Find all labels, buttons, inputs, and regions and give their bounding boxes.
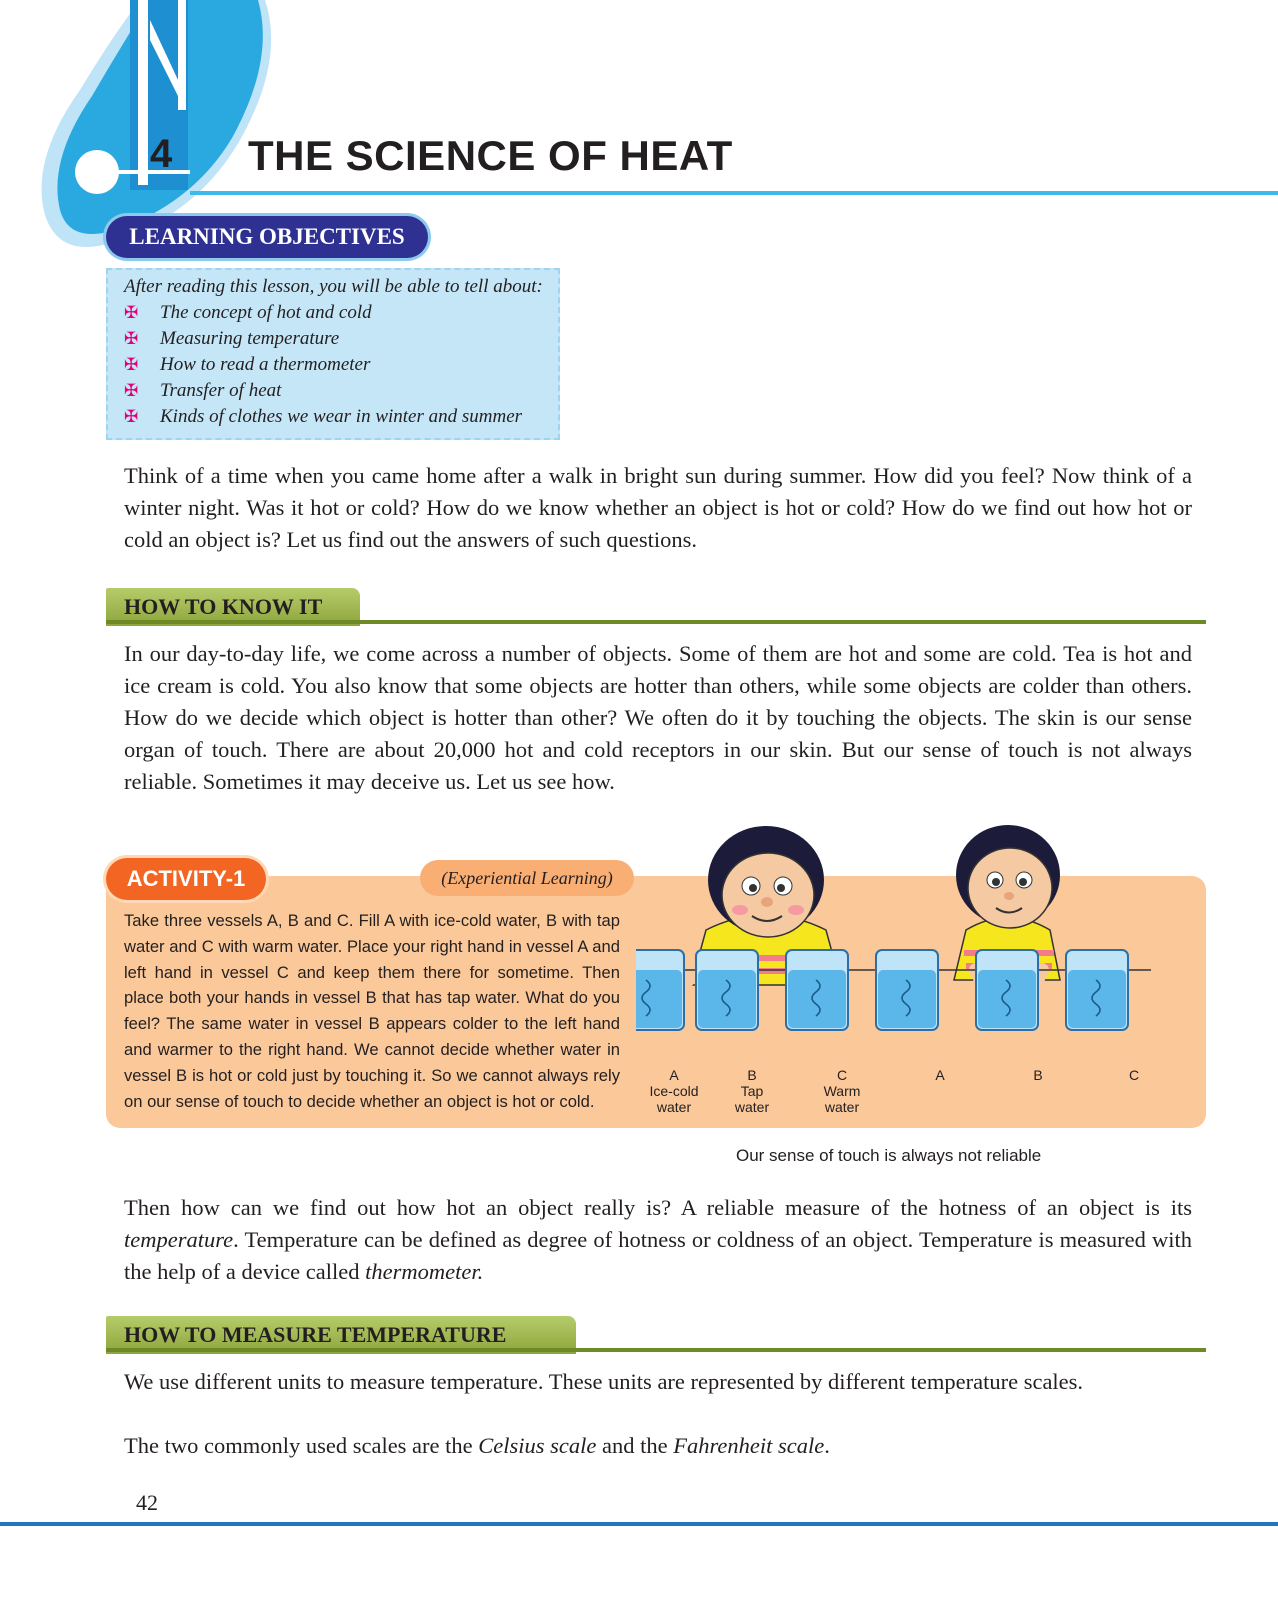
label-b-right: B [1033,1067,1043,1083]
label-b-desc2: water [734,1099,770,1115]
label-a-right: A [935,1067,945,1083]
figure-caption: Our sense of touch is always not reliable [736,1146,1042,1165]
objective-item [124,378,558,404]
cross-bullet-icon: ✠ [124,407,139,426]
scales-text-part3: . [824,1433,830,1458]
section2-paragraph2 [124,1430,1192,1462]
activity-tag: (Experiential Learning) [420,860,634,896]
page-number: 42 [136,1490,158,1515]
objective-text: The concept of hot and cold [160,302,372,323]
cross-bullet-icon: ✠ [124,381,139,400]
objective-item [124,300,558,326]
vessel-b-right [976,950,1038,1030]
objective-item [124,404,558,430]
objectives-intro: After reading this lesson, you will be able to tell about: [124,276,543,297]
term-temperature: temperature [124,1227,234,1252]
footer-divider [0,1522,1278,1526]
activity-text: Take three vessels A, B and C. Fill A with ice-cold water, B with tap water and C with warm water. Place your right hand in vessel A and left hand in vessel C and keep them there for sometime. Then place both your hands in vessel B that has tap water. What do you feel? The same water in vessel B appears colder to the left hand and warmer to the right hand. We cannot decide whether water in vessel B is hot or cold just by touching it. So we cannot always rely on our sense of touch to decide whether an object is hot or cold. [124,911,620,1111]
section-divider [106,620,1206,624]
label-c-desc1: Warm [823,1083,861,1099]
section2-paragraph1: We use different units to measure temperature. These units are represented by different temperature scales. [124,1369,1084,1394]
cross-bullet-icon: ✠ [124,303,139,322]
title-divider [190,191,1278,195]
objective-item [124,326,558,352]
term-thermometer: thermometer. [365,1259,484,1284]
vessel-b-left [696,950,758,1030]
label-c-desc2: water [824,1099,860,1115]
cross-bullet-icon: ✠ [124,329,139,348]
objectives-list [124,300,558,430]
vessel-c-left [786,950,848,1030]
label-b-letter: B [747,1067,757,1083]
temperature-paragraph [124,1192,1192,1288]
vessels-illustration [636,820,1196,1130]
label-c-letter: C [836,1067,848,1083]
temperature-text-part2: . Temperature can be defined as degree of hotness or coldness of an object. Temperature is measured with the help of a device called [124,1227,1192,1284]
vessel-a-right [876,950,938,1030]
term-celsius-scale: Celsius scale [478,1433,597,1458]
chapter-number: 4 [150,132,173,176]
scales-text-part2: and the [596,1433,674,1458]
label-a-letter: A [669,1067,679,1083]
temperature-text-part1: Then how can we find out how hot an object really is? A reliable measure of the hotness of an object is its [124,1195,1192,1220]
cross-bullet-icon: ✠ [124,355,139,374]
learning-objectives-box [106,268,560,440]
label-c-right: C [1128,1067,1140,1083]
label-a-desc1: Ice-cold [649,1083,699,1099]
section-heading-how-to-know-it: HOW TO KNOW IT [106,588,360,626]
learning-objectives-heading: LEARNING OBJECTIVES [106,216,428,258]
objective-text: Kinds of clothes we wear in winter and summer [160,406,523,427]
vessel-a-left [636,950,684,1030]
section-divider [106,1348,1206,1352]
chapter-title: THE SCIENCE OF HEAT [248,132,733,179]
scales-text-part1: The two commonly used scales are the [124,1433,479,1458]
activity-label: ACTIVITY-1 [106,858,266,900]
section-heading-how-to-measure-temperature: HOW TO MEASURE TEMPERATURE [106,1316,576,1354]
section1-paragraph: In our day-to-day life, we come across a number of objects. Some of them are hot and some are cold. Tea is hot and ice cream is cold. You also know that some objects are hotter than others, while some objects are colder than others. How do we decide which object is hotter than other? We often do it by touching the objects. The skin is our sense organ of touch. There are about 20,000 hot and cold receptors in our skin. But our sense of touch is not always reliable. Sometimes it may deceive us. Let us see how. [124,641,1192,794]
objective-text: How to read a thermometer [160,354,371,375]
objective-text: Transfer of heat [160,380,282,401]
label-a-desc2: water [656,1099,692,1115]
vessel-c-right [1066,950,1128,1030]
objective-item [124,352,558,378]
label-b-desc1: Tap [740,1083,764,1099]
intro-paragraph: Think of a time when you came home after a walk in bright sun during summer. How did you feel? Now think of a winter night. Was it hot or cold? How do we know whether an object is hot or cold? How do we find out how hot or cold an object is? Let us find out the answers of such questions. [124,463,1192,552]
term-fahrenheit-scale: Fahrenheit scale [673,1433,825,1458]
objective-text: Measuring temperature [160,328,340,349]
